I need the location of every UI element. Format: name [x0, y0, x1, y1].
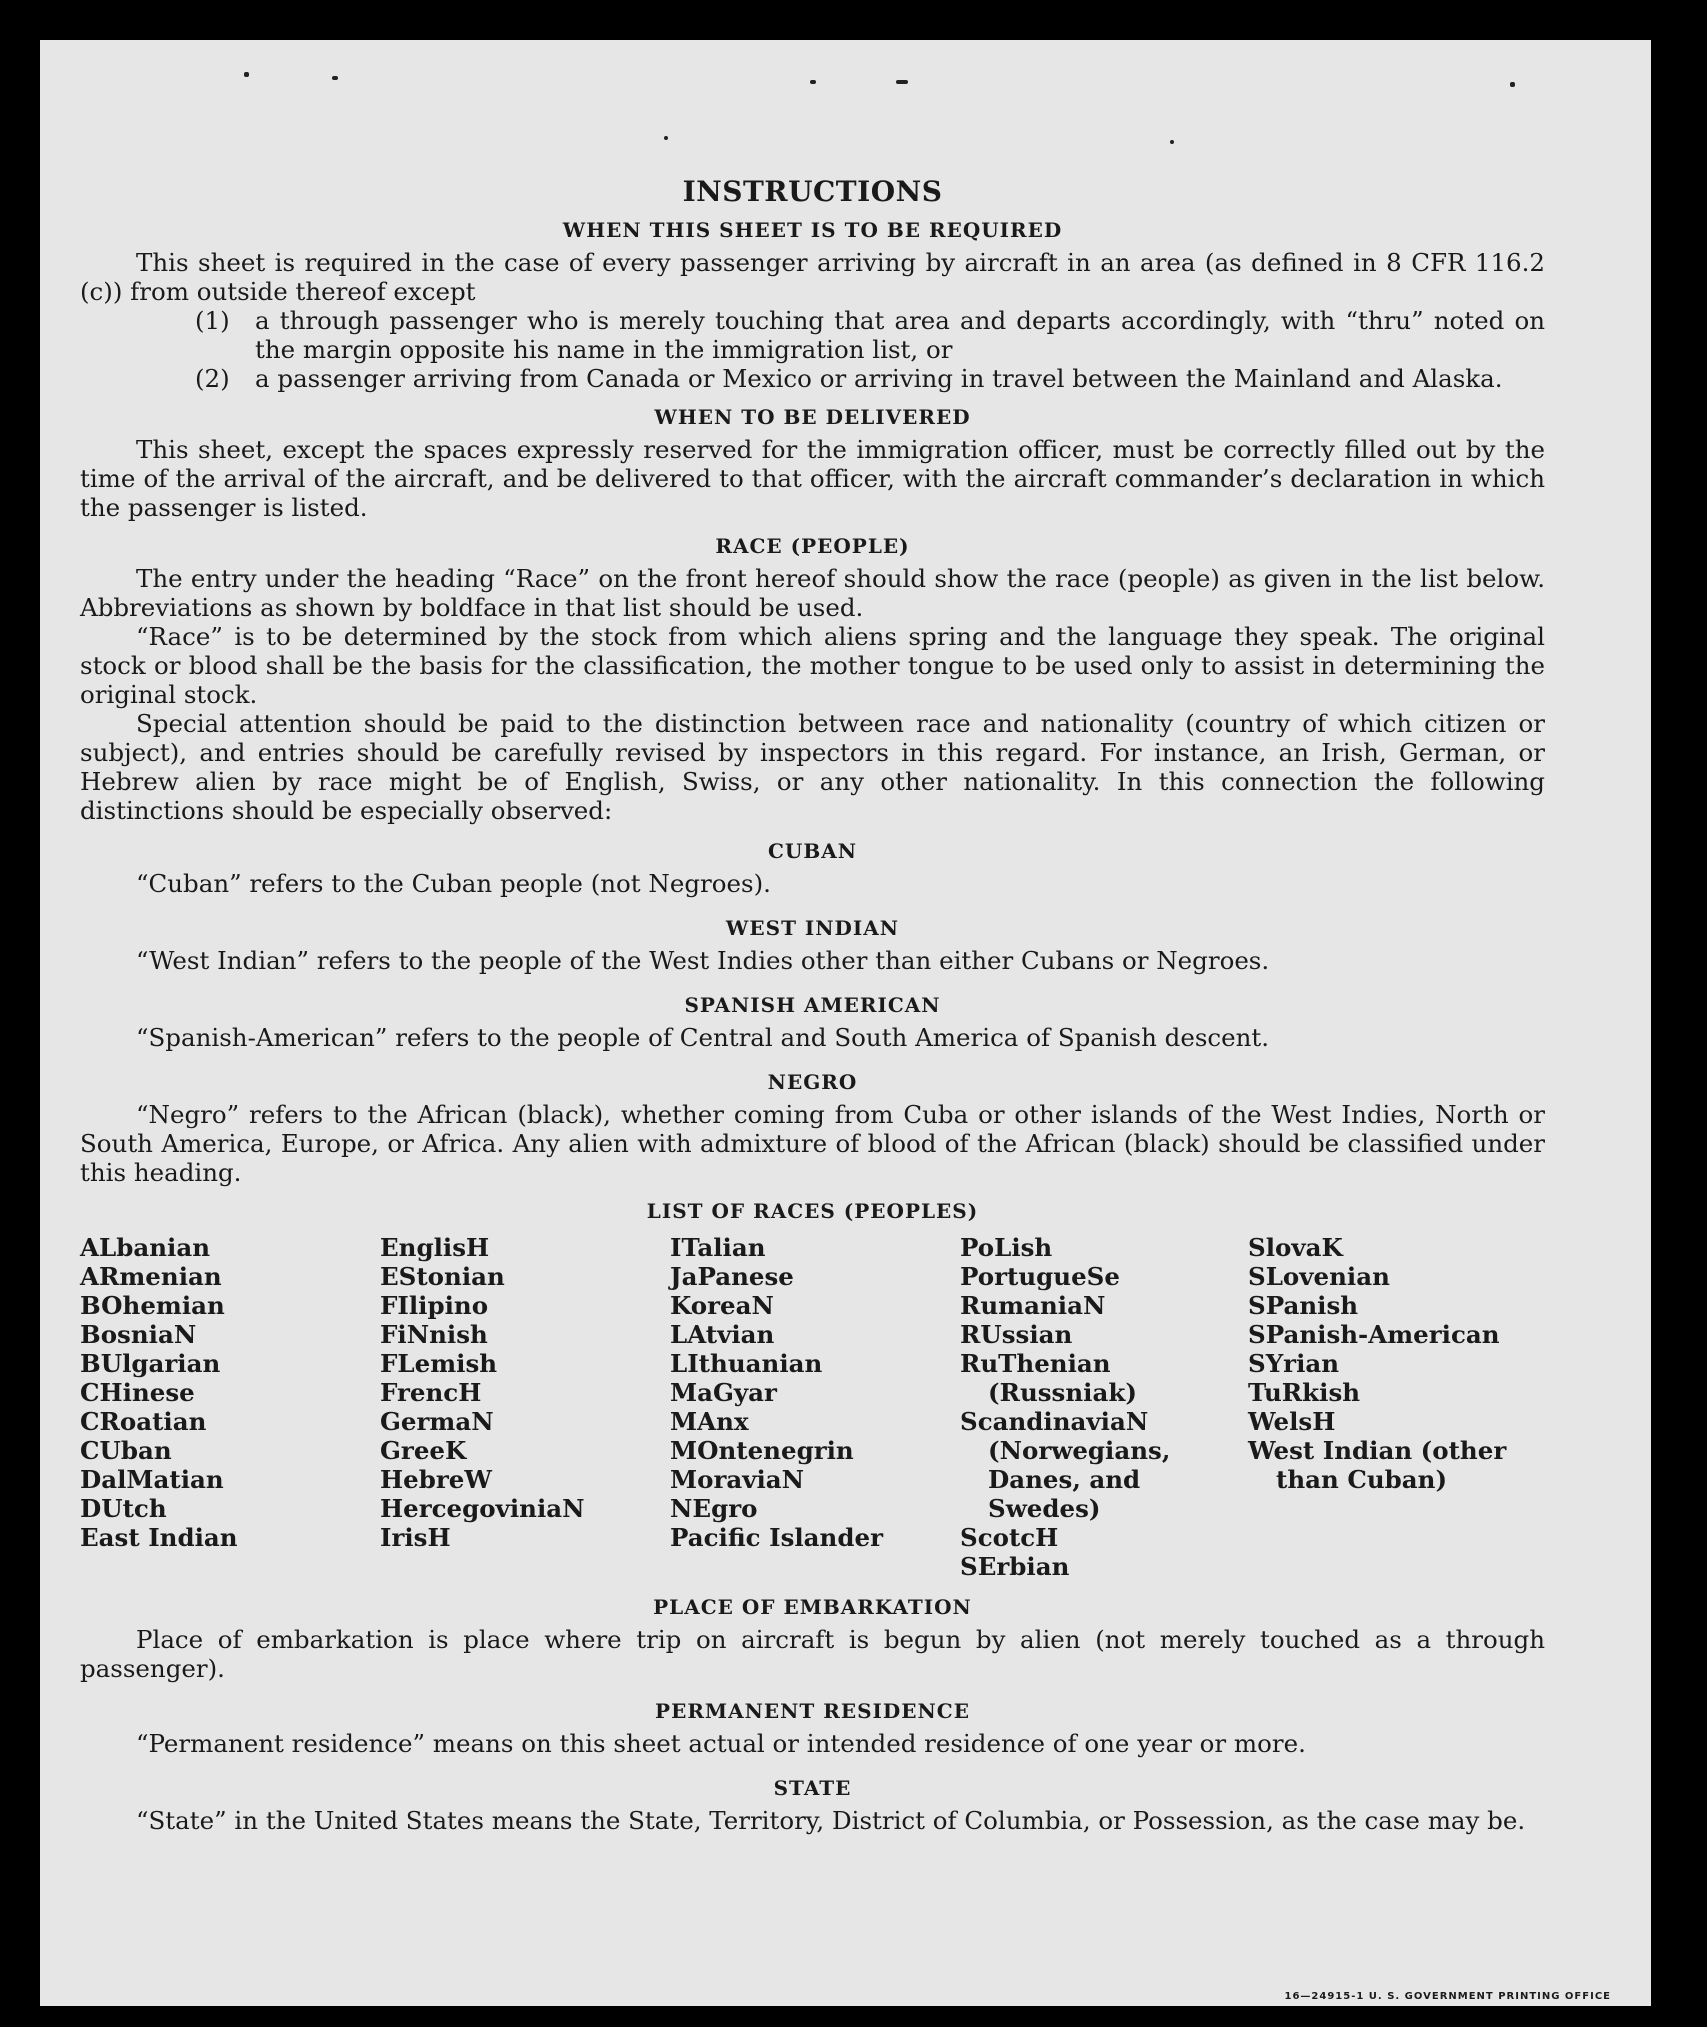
race-entry: DalMatian	[80, 1465, 224, 1494]
scan-speck	[332, 76, 338, 80]
document-sheet	[40, 40, 1651, 2006]
race-entry: GreeK	[380, 1436, 467, 1465]
scan-speck	[244, 72, 249, 77]
race-paragraph: Special attention should be paid to the distinction between race and nationality (country of which citizen or subject), and entries should be carefully revised by inspectors in this regard. For instance, an Irish, German, or Hebrew alien by race might be of English, Swiss, or any other nationality. In this connection the following distinctions should be especially observed:	[80, 709, 1545, 825]
race-entry: GermaN	[380, 1407, 494, 1436]
definition-text: “Cuban” refers to the Cuban people (not Negroes).	[136, 869, 771, 898]
races-column	[670, 1233, 960, 1581]
race-entry: CRoatian	[80, 1407, 207, 1436]
race-paragraph: “Race” is to be determined by the stock from which aliens spring and the language they speak. The original stock or blood shall be the basis for the classification, the mother tongue to be used only to assist in determining the original stock.	[80, 622, 1545, 709]
race-entry: HebreW	[380, 1465, 492, 1494]
race-entry: KoreaN	[670, 1291, 774, 1320]
races-list	[80, 1233, 1545, 1581]
definition-text: “Spanish-American” refers to the people of Central and South America of Spanish descent.	[136, 1023, 1270, 1052]
residence-heading: PERMANENT RESIDENCE	[655, 1699, 970, 1723]
definition-text: “West Indian” refers to the people of the West Indies other than either Cubans or Negroes.	[136, 946, 1270, 975]
definition-heading: NEGRO	[767, 1070, 858, 1094]
definition-heading: SPANISH AMERICAN	[684, 993, 941, 1017]
when-delivered-text: This sheet, except the spaces expressly reserved for the immigration officer, must be correctly filled out by the time of the arrival of the aircraft, and be delivered to that officer, with the aircraft commander’s declaration in which the passenger is listed.	[80, 435, 1545, 522]
exception-text: a through passenger who is merely touching that area and departs accordingly, with “thru” noted on the margin opposite his name in the immigration list, or	[255, 306, 1545, 364]
race-entry: LIthuanian	[670, 1349, 823, 1378]
race-entry: FrencH	[380, 1378, 482, 1407]
race-entry: BosniaN	[80, 1320, 197, 1349]
state-heading: STATE	[773, 1776, 852, 1800]
races-column	[80, 1233, 380, 1581]
race-entry: FIlipino	[380, 1291, 489, 1320]
race-entry: EStonian	[380, 1262, 505, 1291]
exception-text: a passenger arriving from Canada or Mexico or arriving in travel between the Mainland and Alaska.	[255, 364, 1503, 393]
race-entry: FLemish	[380, 1349, 498, 1378]
state-text: “State” in the United States means the State, Territory, District of Columbia, or Possession, as the case may be.	[136, 1806, 1526, 1835]
when-delivered-heading: WHEN TO BE DELIVERED	[654, 405, 971, 429]
race-entry: CHinese	[80, 1378, 195, 1407]
race-heading: RACE (PEOPLE)	[715, 534, 910, 558]
race-entry: SYrian	[1248, 1349, 1340, 1378]
race-entry: HercegoviniaN	[380, 1494, 585, 1523]
definition-heading: CUBAN	[767, 839, 858, 863]
race-entry: West Indian (other than Cuban)	[1248, 1436, 1507, 1494]
race-entry: PoLish	[960, 1233, 1053, 1262]
race-entry: SErbian	[960, 1552, 1070, 1581]
page-title: INSTRUCTIONS	[682, 175, 943, 208]
race-entry: MOntenegrin	[670, 1436, 854, 1465]
race-entry: PortugueSe	[960, 1262, 1120, 1291]
definition-heading: WEST INDIAN	[725, 916, 900, 940]
when-required-intro: This sheet is required in the case of every passenger arriving by aircraft in an area (as defined in 8 CFR 116.2 (c)) from outside thereof except	[80, 248, 1545, 306]
exception-number: (2)	[195, 364, 230, 393]
exception-number: (1)	[195, 306, 230, 335]
race-entry: MAnx	[670, 1407, 749, 1436]
race-entry: CUban	[80, 1436, 172, 1465]
race-entry: MaGyar	[670, 1378, 777, 1407]
race-paragraph: The entry under the heading “Race” on the front hereof should show the race (people) as given in the list below. Abbreviations as shown by boldface in that list should be used.	[80, 564, 1545, 622]
race-entry: Pacific Islander	[670, 1523, 883, 1552]
race-entry: ALbanian	[80, 1233, 211, 1262]
races-column	[960, 1233, 1248, 1581]
races-column	[380, 1233, 670, 1581]
races-list-heading: LIST OF RACES (PEOPLES)	[646, 1199, 979, 1223]
race-entry: MoraviaN	[670, 1465, 805, 1494]
race-entry: WelsH	[1248, 1407, 1336, 1436]
race-entry: ITalian	[670, 1233, 766, 1262]
residence-text: “Permanent residence” means on this sheet actual or intended residence of one year or more.	[136, 1729, 1306, 1758]
race-entry: ScotcH	[960, 1523, 1059, 1552]
scan-speck	[664, 136, 668, 140]
embarkation-text: Place of embarkation is place where trip on aircraft is begun by alien (not merely touched as a through passenger).	[80, 1625, 1545, 1683]
race-entry: BOhemian	[80, 1291, 225, 1320]
race-entry: SPanish	[1248, 1291, 1359, 1320]
scan-speck	[896, 80, 908, 84]
race-entry: BUlgarian	[80, 1349, 221, 1378]
race-entry: FiNnish	[380, 1320, 488, 1349]
definition-text: “Negro” refers to the African (black), whether coming from Cuba or other islands of the West Indies, North or South America, Europe, or Africa. Any alien with admixture of blood of the African (black) should be classified under this heading.	[80, 1100, 1545, 1187]
race-entry: DUtch	[80, 1494, 167, 1523]
exception-list	[195, 306, 1545, 393]
printer-imprint: 16—24915-1 U. S. GOVERNMENT PRINTING OFFICE	[1284, 1991, 1611, 2002]
race-entry: SPanish-American	[1248, 1320, 1500, 1349]
race-entry: RuThenian (Russniak)	[960, 1349, 1137, 1407]
scan-speck	[1510, 82, 1515, 87]
race-entry: SlovaK	[1248, 1233, 1343, 1262]
exception-item	[195, 306, 1545, 364]
instructions-content	[80, 175, 1545, 1835]
race-entry: East Indian	[80, 1523, 238, 1552]
embarkation-heading: PLACE OF EMBARKATION	[653, 1595, 972, 1619]
race-entry: RUssian	[960, 1320, 1073, 1349]
scan-speck	[810, 80, 816, 84]
race-entry: LAtvian	[670, 1320, 775, 1349]
race-entry: TuRkish	[1248, 1378, 1361, 1407]
when-required-heading: WHEN THIS SHEET IS TO BE REQUIRED	[562, 218, 1063, 242]
scan-speck	[1170, 140, 1174, 144]
race-entry: ScandinaviaN (Norwegians, Danes, and Swedes)	[960, 1407, 1171, 1523]
race-entry: RumaniaN	[960, 1291, 1106, 1320]
race-entry: JaPanese	[670, 1262, 794, 1291]
race-entry: NEgro	[670, 1494, 758, 1523]
race-entry: ARmenian	[80, 1262, 222, 1291]
race-entry: EnglisH	[380, 1233, 490, 1262]
races-column	[1248, 1233, 1545, 1581]
exception-item	[195, 364, 1545, 393]
race-entry: IrisH	[380, 1523, 451, 1552]
race-entry: SLovenian	[1248, 1262, 1390, 1291]
